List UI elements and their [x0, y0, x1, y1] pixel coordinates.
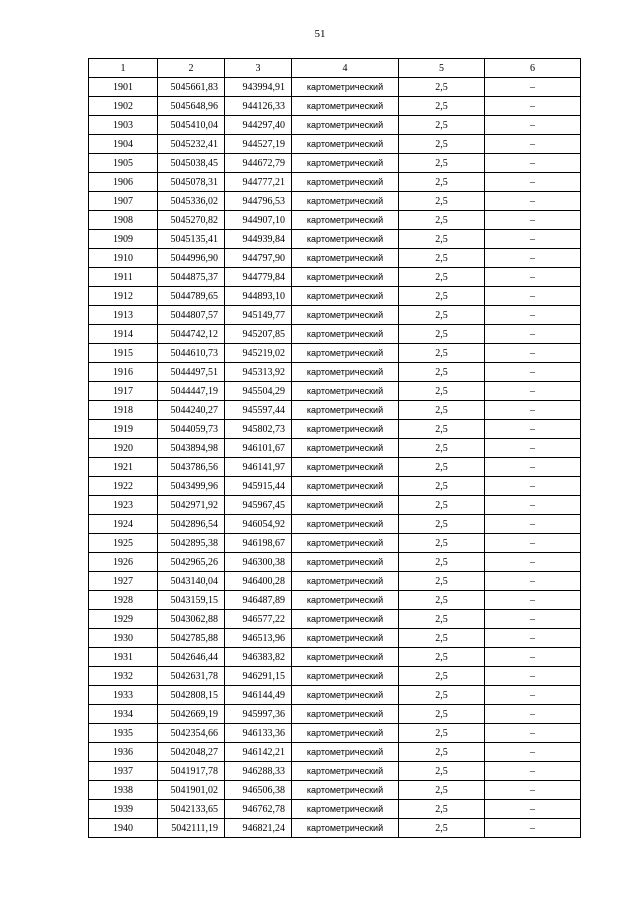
accuracy-cell: 2,5: [399, 534, 485, 553]
table-row: [89, 97, 581, 116]
method-cell: картометрический: [292, 781, 399, 800]
note-cell: –: [485, 306, 581, 325]
method-cell: картометрический: [292, 363, 399, 382]
y-coordinate-cell: 946288,33: [225, 762, 292, 781]
point-number-cell: 1919: [89, 420, 158, 439]
point-number-cell: 1916: [89, 363, 158, 382]
method-cell: картометрический: [292, 648, 399, 667]
note-cell: –: [485, 629, 581, 648]
method-cell: картометрический: [292, 724, 399, 743]
y-coordinate-cell: 945802,73: [225, 420, 292, 439]
accuracy-cell: 2,5: [399, 287, 485, 306]
y-coordinate-cell: 944907,10: [225, 211, 292, 230]
y-coordinate-cell: 946400,28: [225, 572, 292, 591]
x-coordinate-cell: 5044789,65: [158, 287, 225, 306]
note-cell: –: [485, 686, 581, 705]
note-cell: –: [485, 401, 581, 420]
accuracy-cell: 2,5: [399, 591, 485, 610]
accuracy-cell: 2,5: [399, 363, 485, 382]
method-cell: картометрический: [292, 496, 399, 515]
point-number-cell: 1914: [89, 325, 158, 344]
x-coordinate-cell: 5042133,65: [158, 800, 225, 819]
point-number-cell: 1936: [89, 743, 158, 762]
x-coordinate-cell: 5045410,04: [158, 116, 225, 135]
point-number-cell: 1913: [89, 306, 158, 325]
y-coordinate-cell: 946144,49: [225, 686, 292, 705]
point-number-cell: 1939: [89, 800, 158, 819]
point-number-cell: 1906: [89, 173, 158, 192]
method-cell: картометрический: [292, 230, 399, 249]
method-cell: картометрический: [292, 705, 399, 724]
coordinates-table: [88, 58, 581, 838]
y-coordinate-cell: 943994,91: [225, 78, 292, 97]
note-cell: –: [485, 344, 581, 363]
note-cell: –: [485, 382, 581, 401]
accuracy-cell: 2,5: [399, 211, 485, 230]
x-coordinate-cell: 5041901,02: [158, 781, 225, 800]
table-row: [89, 325, 581, 344]
accuracy-cell: 2,5: [399, 192, 485, 211]
table-row: [89, 800, 581, 819]
y-coordinate-cell: 944297,40: [225, 116, 292, 135]
note-cell: –: [485, 211, 581, 230]
point-number-cell: 1901: [89, 78, 158, 97]
accuracy-cell: 2,5: [399, 553, 485, 572]
note-cell: –: [485, 154, 581, 173]
note-cell: –: [485, 648, 581, 667]
table-row: [89, 306, 581, 325]
point-number-cell: 1904: [89, 135, 158, 154]
point-number-cell: 1908: [89, 211, 158, 230]
x-coordinate-cell: 5045661,83: [158, 78, 225, 97]
accuracy-cell: 2,5: [399, 268, 485, 287]
y-coordinate-cell: 945313,92: [225, 363, 292, 382]
table-row: [89, 401, 581, 420]
method-cell: картометрический: [292, 135, 399, 154]
table-row: [89, 705, 581, 724]
method-cell: картометрический: [292, 211, 399, 230]
table-row: [89, 344, 581, 363]
note-cell: –: [485, 705, 581, 724]
note-cell: –: [485, 287, 581, 306]
method-cell: картометрический: [292, 173, 399, 192]
note-cell: –: [485, 800, 581, 819]
table-row: [89, 819, 581, 838]
point-number-cell: 1910: [89, 249, 158, 268]
accuracy-cell: 2,5: [399, 724, 485, 743]
accuracy-cell: 2,5: [399, 78, 485, 97]
y-coordinate-cell: 945504,29: [225, 382, 292, 401]
y-coordinate-cell: 946291,15: [225, 667, 292, 686]
table-row: [89, 363, 581, 382]
point-number-cell: 1911: [89, 268, 158, 287]
accuracy-cell: 2,5: [399, 458, 485, 477]
table-row: [89, 420, 581, 439]
x-coordinate-cell: 5044610,73: [158, 344, 225, 363]
x-coordinate-cell: 5045336,02: [158, 192, 225, 211]
point-number-cell: 1903: [89, 116, 158, 135]
x-coordinate-cell: 5041917,78: [158, 762, 225, 781]
y-coordinate-cell: 946821,24: [225, 819, 292, 838]
note-cell: –: [485, 610, 581, 629]
accuracy-cell: 2,5: [399, 781, 485, 800]
point-number-cell: 1902: [89, 97, 158, 116]
point-number-cell: 1929: [89, 610, 158, 629]
method-cell: картометрический: [292, 610, 399, 629]
method-cell: картометрический: [292, 743, 399, 762]
note-cell: –: [485, 553, 581, 572]
note-cell: –: [485, 116, 581, 135]
method-cell: картометрический: [292, 534, 399, 553]
accuracy-cell: 2,5: [399, 686, 485, 705]
y-coordinate-cell: 945997,36: [225, 705, 292, 724]
table-row: [89, 154, 581, 173]
table-row: [89, 249, 581, 268]
y-coordinate-cell: 944796,53: [225, 192, 292, 211]
y-coordinate-cell: 945207,85: [225, 325, 292, 344]
point-number-cell: 1918: [89, 401, 158, 420]
y-coordinate-cell: 946383,82: [225, 648, 292, 667]
method-cell: картометрический: [292, 439, 399, 458]
note-cell: –: [485, 724, 581, 743]
x-coordinate-cell: 5044240,27: [158, 401, 225, 420]
y-coordinate-cell: 946300,38: [225, 553, 292, 572]
accuracy-cell: 2,5: [399, 306, 485, 325]
table-row: [89, 439, 581, 458]
y-coordinate-cell: 944939,84: [225, 230, 292, 249]
point-number-cell: 1928: [89, 591, 158, 610]
point-number-cell: 1926: [89, 553, 158, 572]
method-cell: картометрический: [292, 420, 399, 439]
method-cell: картометрический: [292, 401, 399, 420]
method-cell: картометрический: [292, 477, 399, 496]
y-coordinate-cell: 945967,45: [225, 496, 292, 515]
method-cell: картометрический: [292, 116, 399, 135]
point-number-cell: 1921: [89, 458, 158, 477]
method-cell: картометрический: [292, 268, 399, 287]
x-coordinate-cell: 5042785,88: [158, 629, 225, 648]
y-coordinate-cell: 945597,44: [225, 401, 292, 420]
accuracy-cell: 2,5: [399, 173, 485, 192]
table-row: [89, 572, 581, 591]
note-cell: –: [485, 477, 581, 496]
x-coordinate-cell: 5045135,41: [158, 230, 225, 249]
accuracy-cell: 2,5: [399, 154, 485, 173]
note-cell: –: [485, 439, 581, 458]
x-coordinate-cell: 5044742,12: [158, 325, 225, 344]
table-row: [89, 287, 581, 306]
accuracy-cell: 2,5: [399, 477, 485, 496]
note-cell: –: [485, 97, 581, 116]
y-coordinate-cell: 945149,77: [225, 306, 292, 325]
method-cell: картометрический: [292, 344, 399, 363]
y-coordinate-cell: 944777,21: [225, 173, 292, 192]
note-cell: –: [485, 762, 581, 781]
y-coordinate-cell: 946142,21: [225, 743, 292, 762]
header-row: [89, 59, 581, 78]
note-cell: –: [485, 420, 581, 439]
x-coordinate-cell: 5044447,19: [158, 382, 225, 401]
table-row: [89, 515, 581, 534]
accuracy-cell: 2,5: [399, 382, 485, 401]
page-number: 51: [314, 28, 326, 40]
point-number-cell: 1920: [89, 439, 158, 458]
accuracy-cell: 2,5: [399, 230, 485, 249]
table-row: [89, 496, 581, 515]
table-row: [89, 477, 581, 496]
accuracy-cell: 2,5: [399, 496, 485, 515]
table-body: [89, 78, 581, 838]
header-cell: 6: [485, 59, 581, 78]
point-number-cell: 1925: [89, 534, 158, 553]
y-coordinate-cell: 944126,33: [225, 97, 292, 116]
y-coordinate-cell: 946101,67: [225, 439, 292, 458]
x-coordinate-cell: 5042669,19: [158, 705, 225, 724]
note-cell: –: [485, 667, 581, 686]
table-row: [89, 667, 581, 686]
point-number-cell: 1924: [89, 515, 158, 534]
x-coordinate-cell: 5042111,19: [158, 819, 225, 838]
x-coordinate-cell: 5043140,04: [158, 572, 225, 591]
point-number-cell: 1923: [89, 496, 158, 515]
x-coordinate-cell: 5044807,57: [158, 306, 225, 325]
accuracy-cell: 2,5: [399, 97, 485, 116]
x-coordinate-cell: 5042896,54: [158, 515, 225, 534]
table-row: [89, 686, 581, 705]
y-coordinate-cell: 946577,22: [225, 610, 292, 629]
table-header: [89, 59, 581, 78]
accuracy-cell: 2,5: [399, 420, 485, 439]
table-row: [89, 211, 581, 230]
note-cell: –: [485, 591, 581, 610]
table-row: [89, 135, 581, 154]
note-cell: –: [485, 534, 581, 553]
point-number-cell: 1907: [89, 192, 158, 211]
table-row: [89, 230, 581, 249]
method-cell: картометрический: [292, 78, 399, 97]
point-number-cell: 1933: [89, 686, 158, 705]
accuracy-cell: 2,5: [399, 743, 485, 762]
x-coordinate-cell: 5043159,15: [158, 591, 225, 610]
table-row: [89, 591, 581, 610]
method-cell: картометрический: [292, 800, 399, 819]
accuracy-cell: 2,5: [399, 819, 485, 838]
accuracy-cell: 2,5: [399, 116, 485, 135]
note-cell: –: [485, 192, 581, 211]
note-cell: –: [485, 458, 581, 477]
table-row: [89, 116, 581, 135]
point-number-cell: 1937: [89, 762, 158, 781]
x-coordinate-cell: 5042965,26: [158, 553, 225, 572]
accuracy-cell: 2,5: [399, 629, 485, 648]
table-row: [89, 382, 581, 401]
point-number-cell: 1905: [89, 154, 158, 173]
method-cell: картометрический: [292, 192, 399, 211]
header-cell: 3: [225, 59, 292, 78]
accuracy-cell: 2,5: [399, 800, 485, 819]
x-coordinate-cell: 5044875,37: [158, 268, 225, 287]
method-cell: картометрический: [292, 458, 399, 477]
x-coordinate-cell: 5045078,31: [158, 173, 225, 192]
method-cell: картометрический: [292, 591, 399, 610]
table-row: [89, 192, 581, 211]
point-number-cell: 1930: [89, 629, 158, 648]
method-cell: картометрический: [292, 686, 399, 705]
table-row: [89, 743, 581, 762]
x-coordinate-cell: 5042354,66: [158, 724, 225, 743]
note-cell: –: [485, 743, 581, 762]
accuracy-cell: 2,5: [399, 610, 485, 629]
header-cell: 5: [399, 59, 485, 78]
point-number-cell: 1922: [89, 477, 158, 496]
table-row: [89, 648, 581, 667]
method-cell: картометрический: [292, 762, 399, 781]
method-cell: картометрический: [292, 382, 399, 401]
note-cell: –: [485, 268, 581, 287]
y-coordinate-cell: 945219,02: [225, 344, 292, 363]
point-number-cell: 1932: [89, 667, 158, 686]
x-coordinate-cell: 5044497,51: [158, 363, 225, 382]
method-cell: картометрический: [292, 819, 399, 838]
y-coordinate-cell: 946141,97: [225, 458, 292, 477]
accuracy-cell: 2,5: [399, 515, 485, 534]
method-cell: картометрический: [292, 154, 399, 173]
y-coordinate-cell: 946513,96: [225, 629, 292, 648]
x-coordinate-cell: 5043062,88: [158, 610, 225, 629]
y-coordinate-cell: 946133,36: [225, 724, 292, 743]
accuracy-cell: 2,5: [399, 667, 485, 686]
accuracy-cell: 2,5: [399, 249, 485, 268]
table-row: [89, 610, 581, 629]
table-row: [89, 724, 581, 743]
method-cell: картометрический: [292, 667, 399, 686]
y-coordinate-cell: 946487,89: [225, 591, 292, 610]
point-number-cell: 1927: [89, 572, 158, 591]
point-number-cell: 1917: [89, 382, 158, 401]
table-row: [89, 534, 581, 553]
x-coordinate-cell: 5042808,15: [158, 686, 225, 705]
x-coordinate-cell: 5042646,44: [158, 648, 225, 667]
method-cell: картометрический: [292, 572, 399, 591]
x-coordinate-cell: 5044996,90: [158, 249, 225, 268]
point-number-cell: 1931: [89, 648, 158, 667]
note-cell: –: [485, 819, 581, 838]
x-coordinate-cell: 5043786,56: [158, 458, 225, 477]
note-cell: –: [485, 572, 581, 591]
method-cell: картометрический: [292, 249, 399, 268]
accuracy-cell: 2,5: [399, 325, 485, 344]
table-row: [89, 78, 581, 97]
method-cell: картометрический: [292, 629, 399, 648]
note-cell: –: [485, 173, 581, 192]
point-number-cell: 1934: [89, 705, 158, 724]
x-coordinate-cell: 5043894,98: [158, 439, 225, 458]
y-coordinate-cell: 945915,44: [225, 477, 292, 496]
table-row: [89, 629, 581, 648]
y-coordinate-cell: 946506,38: [225, 781, 292, 800]
note-cell: –: [485, 249, 581, 268]
x-coordinate-cell: 5042048,27: [158, 743, 225, 762]
table-row: [89, 781, 581, 800]
header-cell: 4: [292, 59, 399, 78]
method-cell: картометрический: [292, 325, 399, 344]
note-cell: –: [485, 135, 581, 154]
x-coordinate-cell: 5043499,96: [158, 477, 225, 496]
accuracy-cell: 2,5: [399, 705, 485, 724]
accuracy-cell: 2,5: [399, 135, 485, 154]
point-number-cell: 1912: [89, 287, 158, 306]
x-coordinate-cell: 5044059,73: [158, 420, 225, 439]
point-number-cell: 1909: [89, 230, 158, 249]
note-cell: –: [485, 781, 581, 800]
x-coordinate-cell: 5045270,82: [158, 211, 225, 230]
point-number-cell: 1938: [89, 781, 158, 800]
note-cell: –: [485, 325, 581, 344]
y-coordinate-cell: 946054,92: [225, 515, 292, 534]
x-coordinate-cell: 5045038,45: [158, 154, 225, 173]
note-cell: –: [485, 78, 581, 97]
note-cell: –: [485, 496, 581, 515]
point-number-cell: 1940: [89, 819, 158, 838]
method-cell: картометрический: [292, 97, 399, 116]
x-coordinate-cell: 5045648,96: [158, 97, 225, 116]
accuracy-cell: 2,5: [399, 762, 485, 781]
accuracy-cell: 2,5: [399, 439, 485, 458]
header-cell: 2: [158, 59, 225, 78]
table-row: [89, 458, 581, 477]
y-coordinate-cell: 946198,67: [225, 534, 292, 553]
table-row: [89, 173, 581, 192]
x-coordinate-cell: 5042895,38: [158, 534, 225, 553]
accuracy-cell: 2,5: [399, 648, 485, 667]
y-coordinate-cell: 946762,78: [225, 800, 292, 819]
note-cell: –: [485, 363, 581, 382]
y-coordinate-cell: 944527,19: [225, 135, 292, 154]
y-coordinate-cell: 944779,84: [225, 268, 292, 287]
table-row: [89, 762, 581, 781]
method-cell: картометрический: [292, 306, 399, 325]
method-cell: картометрический: [292, 553, 399, 572]
point-number-cell: 1915: [89, 344, 158, 363]
y-coordinate-cell: 944893,10: [225, 287, 292, 306]
y-coordinate-cell: 944797,90: [225, 249, 292, 268]
y-coordinate-cell: 944672,79: [225, 154, 292, 173]
table-row: [89, 268, 581, 287]
method-cell: картометрический: [292, 287, 399, 306]
x-coordinate-cell: 5045232,41: [158, 135, 225, 154]
x-coordinate-cell: 5042971,92: [158, 496, 225, 515]
point-number-cell: 1935: [89, 724, 158, 743]
accuracy-cell: 2,5: [399, 401, 485, 420]
x-coordinate-cell: 5042631,78: [158, 667, 225, 686]
accuracy-cell: 2,5: [399, 344, 485, 363]
header-cell: 1: [89, 59, 158, 78]
accuracy-cell: 2,5: [399, 572, 485, 591]
table-row: [89, 553, 581, 572]
note-cell: –: [485, 230, 581, 249]
note-cell: –: [485, 515, 581, 534]
method-cell: картометрический: [292, 515, 399, 534]
